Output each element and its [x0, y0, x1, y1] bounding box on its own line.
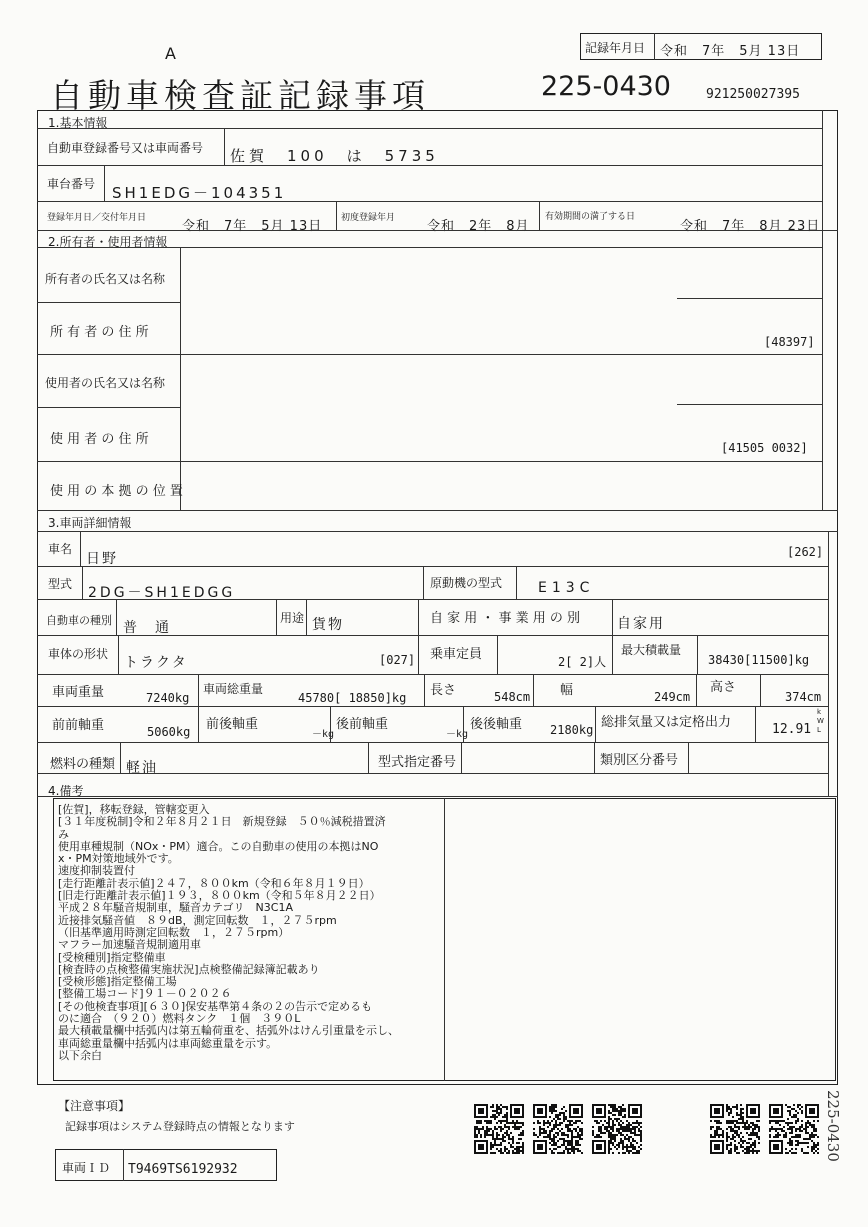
- record-date: 令和 7年 5月 13日: [660, 44, 801, 59]
- remarks-line: [３１年度税制]令和２年８月２１日 新規登録 ５０％減税措置済: [58, 815, 386, 829]
- remarks-line: のに適合 （９２０）燃料タンク １個 ３９０L: [58, 1012, 301, 1026]
- height-value: 374cm: [785, 690, 822, 704]
- displacement-unit: kW L: [817, 708, 824, 734]
- user-name-label: 使用者の氏名又は名称: [45, 376, 166, 390]
- first-reg-date: 令和 2年 8月: [427, 219, 530, 234]
- displacement-value: 12.91: [772, 722, 812, 737]
- qr-pattern: [592, 1104, 642, 1154]
- vehicle-id-value: T9469TS6192932: [128, 1162, 238, 1177]
- first-reg-label: 初度登録年月: [341, 213, 396, 223]
- vehicle-name: 日野: [86, 551, 118, 567]
- max-load-value: 38430[11500]kg: [708, 653, 810, 667]
- remarks-line: 平成２８年騒音規制車，騒音カテゴリ N3C1A: [58, 901, 293, 915]
- fr-axle-label: 前後軸重: [206, 717, 259, 732]
- length-value: 548cm: [494, 690, 531, 704]
- remarks-line: [その他検査事項][６３０]保安基準第４条の２の告示で定めるも: [58, 999, 373, 1013]
- reg-number: 佐賀 100 は 5735: [230, 147, 439, 165]
- owner-code: [48397]: [764, 335, 815, 349]
- chassis-label: 車台番号: [47, 177, 96, 191]
- engine-label: 原動機の型式: [430, 576, 503, 590]
- remarks-line: [検査時の点検整備実施状況]点検整備記録簿記載あり: [58, 962, 320, 976]
- rr-axle-value: 2180kg: [550, 723, 594, 737]
- user-address-label: 使 用 者 の 住 所: [50, 432, 149, 447]
- engine-value: E13C: [538, 580, 595, 596]
- qr-pattern: [769, 1104, 819, 1154]
- remarks-line: マフラー加速騒音規制適用車: [58, 938, 201, 952]
- owner-address-label: 所 有 者 の 住 所: [50, 325, 149, 340]
- owner-name-label: 所有者の氏名又は名称: [45, 272, 166, 286]
- remarks-line: [佐賀]，移転登録，管轄変更入: [58, 803, 210, 816]
- rr-axle-label: 後後軸重: [470, 717, 523, 732]
- notice-heading: 【注意事項】: [58, 1099, 131, 1113]
- section-basic-title: 1.基本情報: [48, 116, 108, 130]
- use-value: 貨物: [312, 617, 344, 633]
- notice-text: 記録事項はシステム登録時点の情報となります: [65, 1120, 295, 1133]
- displacement-label: 総排気量又は定格出力: [601, 715, 732, 730]
- kind-label: 自動車の種別: [46, 614, 112, 627]
- remarks-line: [旧走行距離計表示値]１９３，８００km（令和５年８月２２日）: [58, 889, 381, 903]
- document-number: 225-0430: [541, 71, 671, 102]
- width-label: 幅: [560, 683, 574, 698]
- issue-date-label: 登録年月日／交付年月日: [47, 213, 147, 223]
- shape-value: トラクタ: [124, 655, 188, 671]
- rf-axle-value: －kg: [446, 729, 469, 740]
- private-business-label: 自 家 用 ・ 事 業 用 の 別: [430, 611, 581, 626]
- remarks-line: 速度抑制装置付: [58, 864, 135, 878]
- remarks-line: 近接排気騒音値 ８９dB，測定回転数 １，２７５rpm: [58, 913, 337, 927]
- qr-code-4: [710, 1104, 760, 1154]
- remarks-text: [58, 804, 399, 1062]
- remarks-line: 最大積載量欄中括弧内は第五輪荷重を、括弧外はけん引重量を示し、: [58, 1024, 399, 1038]
- length-label: 長さ: [430, 683, 457, 698]
- base-location-label: 使 用 の 本 拠 の 位 置: [50, 484, 183, 499]
- category-label: 類別区分番号: [600, 753, 679, 768]
- kind-value: 普 通: [123, 620, 171, 636]
- document-serial: 921250027395: [706, 87, 800, 102]
- section-owner-title: 2.所有者・使用者情報: [48, 235, 168, 249]
- remarks-line: 使用車種規制（NOx・PM）適合。この自動車の使用の本拠はNO: [58, 839, 379, 853]
- qr-pattern: [533, 1104, 583, 1154]
- remarks-line: x・PM対策地域外です。: [58, 852, 179, 866]
- remarks-line: み: [58, 827, 69, 841]
- weight-label: 車両重量: [52, 685, 105, 700]
- private-business-value: 自家用: [617, 616, 665, 632]
- chassis-number: SH1EDG－104351: [112, 184, 287, 202]
- vehicle-name-label: 車名: [48, 542, 73, 556]
- model-value: 2DG－SH1EDGG: [88, 585, 236, 601]
- qr-code-2: [533, 1104, 583, 1154]
- expiry-date: 令和 7年 8月 23日: [680, 219, 821, 234]
- height-label: 高さ: [710, 680, 737, 695]
- document-title: 自動車検査証記録事項: [50, 76, 430, 115]
- max-load-label: 最大積載量: [621, 643, 682, 657]
- capacity-value: 2[ 2]人: [558, 655, 607, 669]
- issue-date: 令和 7年 5月 13日: [182, 219, 323, 234]
- gross-weight-value: 45780[ 18850]kg: [298, 691, 407, 705]
- fr-axle-value: －kg: [312, 729, 335, 740]
- vehicle-name-code: [262]: [787, 545, 824, 559]
- shape-label: 車体の形状: [48, 647, 109, 661]
- width-value: 249cm: [654, 690, 691, 704]
- remarks-line: [整備工場コード]９１－０２０２６: [58, 987, 232, 1001]
- rf-axle-label: 後前軸重: [336, 717, 389, 732]
- remarks-line: [受検種別]指定整備車: [58, 950, 166, 964]
- section-remarks-title: 4.備考: [48, 784, 84, 798]
- type-approval-label: 型式指定番号: [378, 755, 457, 770]
- use-label: 用途: [280, 611, 305, 625]
- section-vehicle-title: 3.車両詳細情報: [48, 516, 132, 530]
- handwritten-note: 225-0430: [824, 1090, 842, 1162]
- model-label: 型式: [48, 577, 73, 591]
- reg-number-label: 自動車登録番号又は車両番号: [47, 141, 204, 155]
- fuel-value: 軽油: [126, 760, 158, 776]
- fuel-label: 燃料の種類: [50, 757, 116, 772]
- qr-code-5: [769, 1104, 819, 1154]
- expiry-label: 有効期間の満了する日: [545, 212, 636, 222]
- qr-code-3: [592, 1104, 642, 1154]
- qr-code-1: [474, 1104, 524, 1154]
- capacity-label: 乗車定員: [430, 647, 483, 662]
- remarks-line: [受検形態]指定整備工場: [58, 975, 177, 989]
- qr-pattern: [710, 1104, 760, 1154]
- weight-value: 7240kg: [146, 691, 190, 705]
- remarks-line: 以下余白: [58, 1048, 102, 1062]
- user-code: [41505 0032]: [721, 441, 808, 455]
- form-letter: A: [165, 44, 176, 63]
- remarks-line: 車両総重量欄中括弧内は車両総重量を示す。: [58, 1036, 278, 1050]
- remarks-line: [走行距離計表示値]２４７，８００km（令和６年８月１９日）: [58, 876, 370, 890]
- gross-weight-label: 車両総重量: [203, 682, 264, 696]
- ff-axle-label: 前前軸重: [52, 718, 105, 733]
- vehicle-id-label: 車両ＩＤ: [62, 1161, 111, 1175]
- ff-axle-value: 5060kg: [147, 725, 191, 739]
- shape-code: [027]: [379, 653, 416, 667]
- record-date-label: 記録年月日: [585, 41, 646, 55]
- qr-pattern: [474, 1104, 524, 1154]
- remarks-line: （旧基準適用時測定回転数 １，２７５rpm）: [58, 925, 290, 939]
